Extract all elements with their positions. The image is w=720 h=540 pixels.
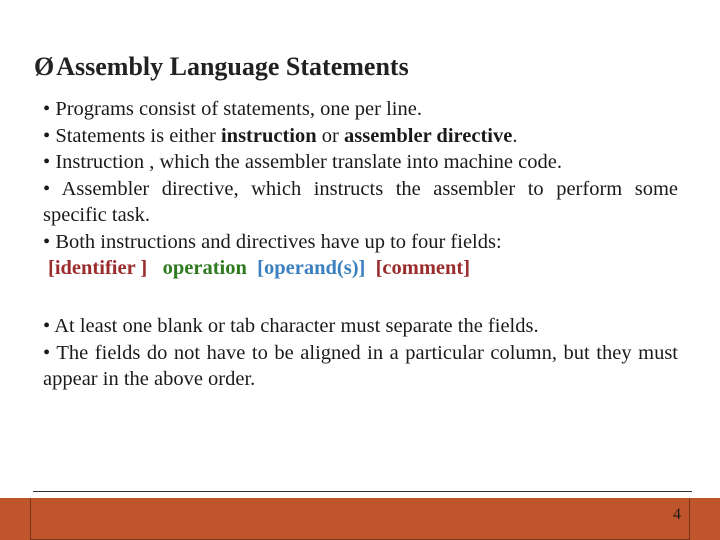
spacer [43,281,678,313]
bullet-icon: • [43,230,51,253]
bullet-icon: • [43,315,51,337]
bullet-line-4 [43,176,678,229]
bullet-icon: • [43,124,51,147]
page-number: 4 [673,506,681,523]
title-marker-icon: Ø [34,52,55,81]
bullet-text-6: At least one blank or tab character must separate the fields. [54,315,539,337]
field-operation: operation [162,257,247,279]
statement-fields [48,255,678,281]
bullet-text-3: Instruction , which the assembler translate into machine code. [55,151,562,173]
slide-body [43,96,678,393]
bullet-icon: • [43,98,51,120]
bullet-line-3 [43,149,678,176]
title-text: Assembly Language Statements [56,52,409,81]
bullet-text-5: Both instructions and directives have up to four fields: [55,230,502,253]
slide-title [34,52,409,82]
footer-divider [33,491,692,492]
assembler-directive-term: assembler directive [344,124,513,147]
field-identifier: [identifier ] [48,257,148,279]
bullet-icon: • [43,341,51,364]
bullet-line-5 [43,229,678,256]
instruction-term: instruction [220,124,317,147]
bullet-line-7 [43,340,678,393]
footer-page-box [30,498,690,540]
bullet-line-1 [43,96,678,123]
bullet-text-2a: Statements is either [55,124,221,147]
field-comment: [comment] [375,257,471,279]
bullet-text-4: Assembler directive, which instructs the assembler to perform some specific task. [43,177,678,226]
bullet-line-6 [43,313,678,340]
bullet-text-7: The fields do not have to be aligned in a particular column, but they must appear in the above order. [43,341,678,390]
field-operands: [operand(s)] [257,257,366,279]
bullet-line-2 [43,123,678,150]
bullet-text-2c: or [316,124,344,147]
bullet-text-1: Programs consist of statements, one per line. [55,98,422,120]
bullet-icon: • [43,177,51,200]
bullet-icon: • [43,151,51,173]
bullet-text-2e: . [512,124,518,147]
